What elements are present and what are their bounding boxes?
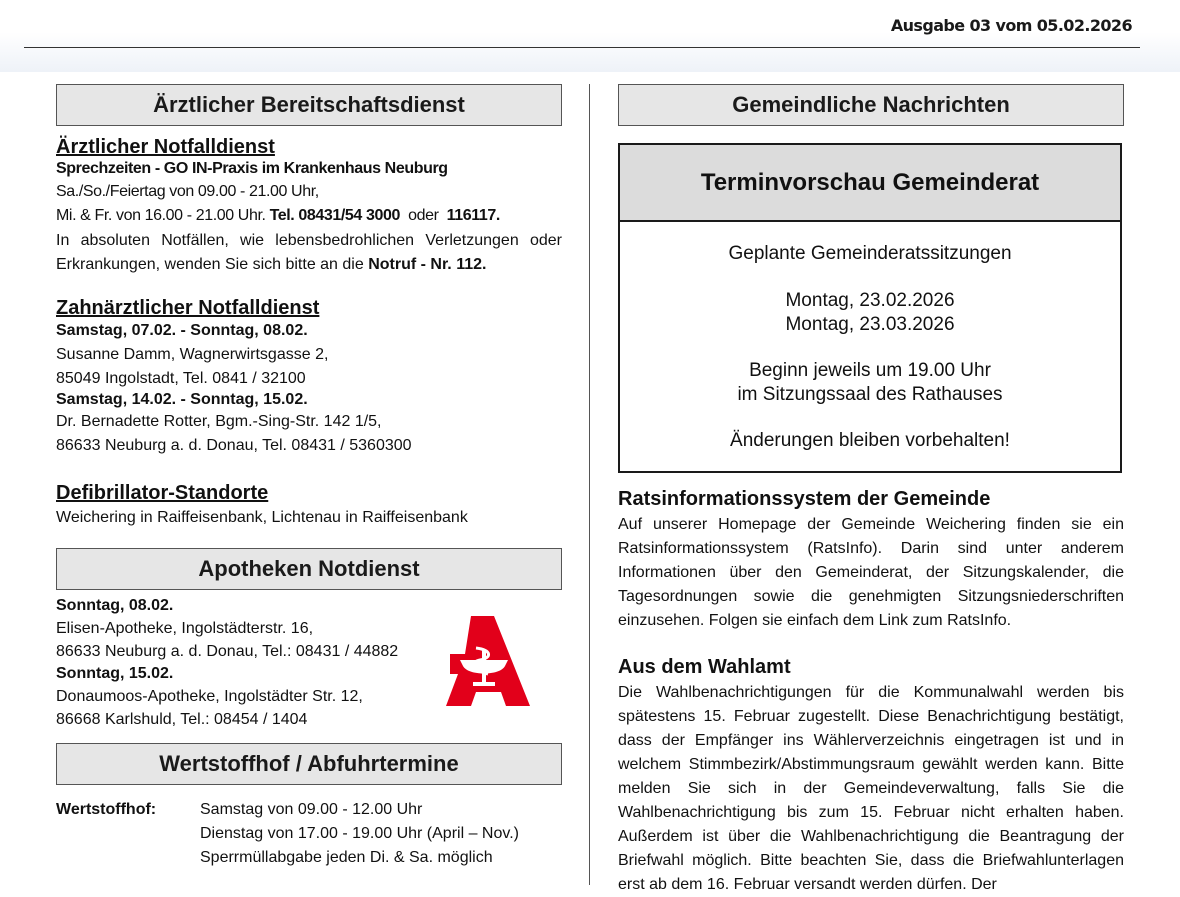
termin-title: Terminvorschau Gemeinderat	[620, 145, 1120, 222]
notfall-116117: 116117.	[446, 207, 500, 224]
zahn-title: Zahnärztlicher Notfalldienst	[56, 297, 320, 319]
zahn-address-2a: Dr. Bernadette Rotter, Bgm.-Sing-Str. 142 1/5,	[56, 413, 382, 430]
notruf-number: Notruf - Nr. 112.	[368, 256, 487, 273]
notfall-hours-weekday	[56, 207, 500, 225]
wert-label: Wertstoffhof:	[56, 801, 157, 818]
wert-saturday: Samstag von 09.00 - 12.00 Uhr	[200, 801, 423, 818]
apotheken-section-header: Apotheken Notdienst	[56, 548, 562, 590]
notfall-emergency-text: In absoluten Notfällen, wie lebensbedrohlichen Verletzungen oder Erkrankungen, wenden Sie sich bitte an die	[56, 232, 562, 273]
termin-box	[618, 143, 1122, 473]
termin-beginn-time: Beginn jeweils um 19.00 Uhr	[749, 360, 991, 381]
apotheke-address-2b: 86668 Karlshuld, Tel.: 08454 / 1404	[56, 711, 308, 728]
rats-paragraph: Auf unserer Homepage der Gemeinde Weichering finden sie ein Ratsinformationssystem (RatsInfo). Darin sind unter anderem Informationen über den Gemeinderat, der Sitzungskalender, die Tagesordnungen sowie die genehmigten Sitzungsniederschriften einzusehen. Folgen sie einfach dem Link zum RatsInfo.	[618, 516, 1124, 629]
wert-section-header: Wertstoffhof / Abfuhrtermine	[56, 743, 562, 785]
wert-sperrmuell: Sperrmüllabgabe jeden Di. & Sa. möglich	[200, 849, 493, 866]
wert-tuesday: Dienstag von 17.00 - 19.00 Uhr (April – Nov.)	[200, 825, 519, 842]
notfall-weekday-text: Mi. & Fr. von 16.00 - 21.00 Uhr.	[56, 207, 266, 224]
apotheke-address-2a: Donaumoos-Apotheke, Ingolstädter Str. 12,	[56, 688, 363, 705]
apotheke-date-1: Sonntag, 08.02.	[56, 597, 174, 614]
termin-intro: Geplante Gemeinderatssitzungen	[728, 243, 1012, 264]
wahl-paragraph: Die Wahlbenachrichtigungen für die Kommunalwahl werden bis spätestens 15. Februar zugestellt. Diese Benachrichtigung bestätigt, dass der Empfänger ins Wählerverzeichnis eingetragen ist und in welchem Stimmbezirk/Abstimmungsraum gewählt werden kann. Bitte melden Sie sich in der Gemeindeverwaltung, falls Sie die Wahlbenachrichtigung bis zum 15. Februar nicht erhalten haben. Außerdem ist über die Wahlbenachrichtigung die Beantragung der Briefwahl möglich. Bitte beachten Sie, dass die Briefwahlunterlagen erst ab dem 16. Februar versandt werden dürfen. Der	[618, 684, 1124, 893]
termin-date-1: Montag, 23.02.2026	[785, 290, 955, 311]
defi-locations: Weichering in Raiffeisenbank, Lichtenau in Raiffeisenbank	[56, 509, 468, 526]
aerztlich-section-header: Ärztlicher Bereitschaftsdienst	[56, 84, 562, 126]
zahn-address-2b: 86633 Neuburg a. d. Donau, Tel. 08431 / 5360300	[56, 437, 412, 454]
termin-date-2: Montag, 23.03.2026	[785, 314, 955, 335]
defi-title: Defibrillator-Standorte	[56, 482, 269, 504]
header-rule	[24, 47, 1140, 48]
notfall-title: Ärztlicher Notfalldienst	[56, 136, 275, 158]
notfall-phone: Tel. 08431/54 3000	[269, 207, 400, 224]
apotheke-date-2: Sonntag, 15.02.	[56, 665, 174, 682]
termin-note: Änderungen bleiben vorbehalten!	[730, 430, 1010, 451]
termin-beginn-place: im Sitzungssaal des Rathauses	[737, 384, 1003, 405]
apotheke-a-logo-icon	[446, 616, 530, 711]
page-header-band	[0, 0, 1180, 72]
notfall-hours-weekend: Sa./So./Feiertag von 09.00 - 21.00 Uhr,	[56, 183, 319, 200]
wahl-title: Aus dem Wahlamt	[618, 656, 791, 678]
gemeinde-section-header: Gemeindliche Nachrichten	[618, 84, 1124, 126]
zahn-address-1b: 85049 Ingolstadt, Tel. 0841 / 32100	[56, 370, 306, 387]
apotheke-address-1a: Elisen-Apotheke, Ingolstädterstr. 16,	[56, 620, 314, 637]
zahn-address-1a: Susanne Damm, Wagnerwirtsgasse 2,	[56, 346, 329, 363]
notfall-subtitle: Sprechzeiten - GO IN-Praxis im Krankenhaus Neuburg	[56, 160, 448, 177]
apotheke-address-1b: 86633 Neuburg a. d. Donau, Tel.: 08431 / 44882	[56, 643, 399, 660]
zahn-date-1: Samstag, 07.02. - Sonntag, 08.02.	[56, 322, 308, 339]
rats-title: Ratsinformationssystem der Gemeinde	[618, 488, 991, 510]
notfall-oder: oder	[408, 207, 439, 224]
column-divider	[589, 84, 590, 885]
notfall-emergency-paragraph	[56, 229, 562, 277]
issue-date: Ausgabe 03 vom 05.02.2026	[890, 16, 1132, 35]
zahn-date-2: Samstag, 14.02. - Sonntag, 15.02.	[56, 391, 308, 408]
